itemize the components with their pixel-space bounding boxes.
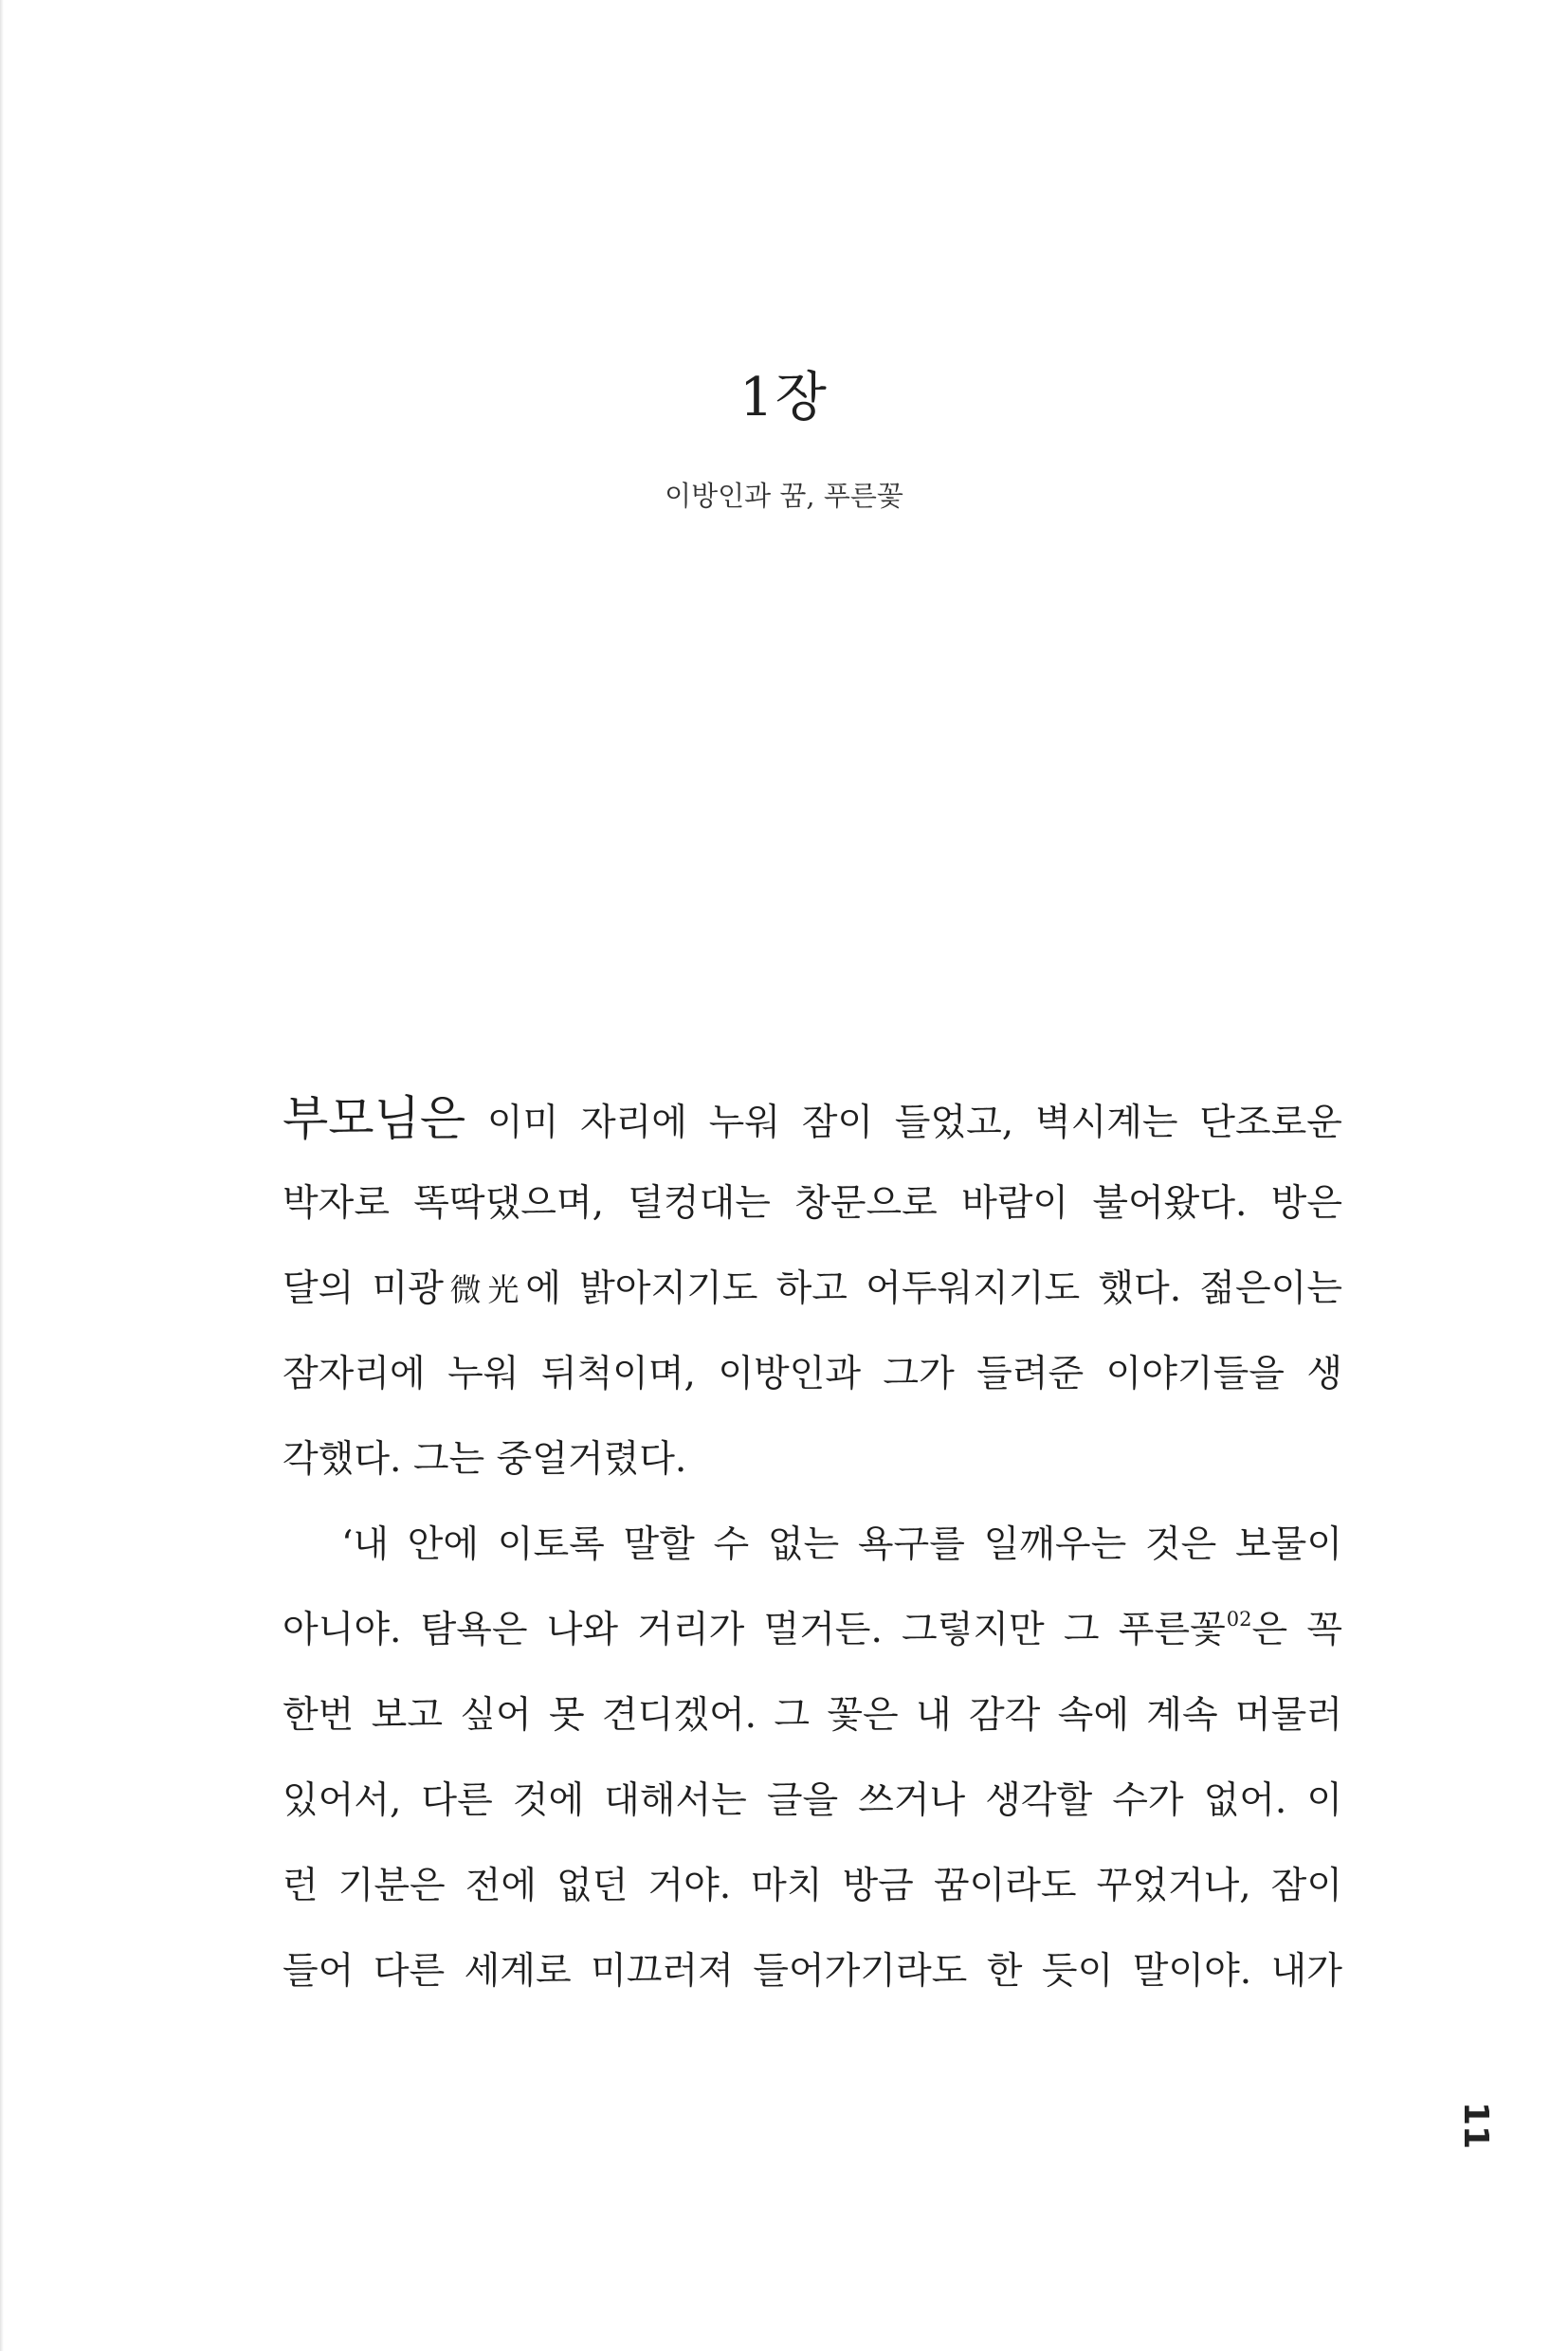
page-number: 11 [1456,2101,1495,2150]
text-line [283,1332,1342,1417]
line-text: 각했다. 그는 중얼거렸다. [283,1438,687,1481]
line-text: 아니야. 탐욕은 나와 거리가 멀거든. 그렇지만 그 푸른꽃 [283,1609,1226,1651]
line-text: 은 꼭 [1251,1609,1342,1651]
line-text: 런 기분은 전에 없던 거야. 마치 방금 꿈이라도 꾸었거나, 잠이 [283,1865,1342,1907]
line-text: 박자로 똑딱댔으며, 덜컹대는 창문으로 바람이 불어왔다. 방은 [283,1182,1342,1225]
line-text: 들어 다른 세계로 미끄러져 들어가기라도 한 듯이 말이야. 내가 [283,1950,1342,1993]
footnote-reference: 02 [1226,1608,1252,1631]
chapter-subtitle: 이방인과 꿈, 푸른꽃 [665,480,903,512]
text-line [283,1161,1342,1247]
text-line [283,1076,1342,1161]
line-text: 이미 자리에 누워 잠이 들었고, 벽시계는 단조로운 [465,1102,1342,1144]
chapter-title: 1장 [739,367,829,428]
line-text: 에 밝아지기도 하고 어두워지기도 했다. 젊은이는 [525,1267,1342,1310]
line-text: 있어서, 다른 것에 대해서는 글을 쓰거나 생각할 수가 없어. 이 [283,1779,1342,1822]
text-line [283,1673,1342,1759]
text-line [283,1247,1342,1332]
body-text [283,1076,1342,2014]
page-gutter-shadow [0,0,4,2351]
lead-word: 부모님은 [283,1091,466,1146]
text-line [283,1417,1342,1503]
line-text: 한번 보고 싶어 못 견디겠어. 그 꽃은 내 감각 속에 계속 머물러 [283,1694,1342,1737]
text-line [283,1844,1342,1929]
line-text: ‘내 안에 이토록 말할 수 없는 욕구를 일깨우는 것은 보물이 [341,1523,1342,1566]
text-line [283,1929,1342,2014]
text-line [283,1503,1342,1588]
text-line [283,1759,1342,1844]
hanja-gloss: 微光 [443,1271,526,1308]
line-text: 잠자리에 누워 뒤척이며, 이방인과 그가 들려준 이야기들을 생 [283,1353,1342,1395]
text-line [283,1588,1342,1673]
line-text: 달의 미광 [283,1267,444,1310]
